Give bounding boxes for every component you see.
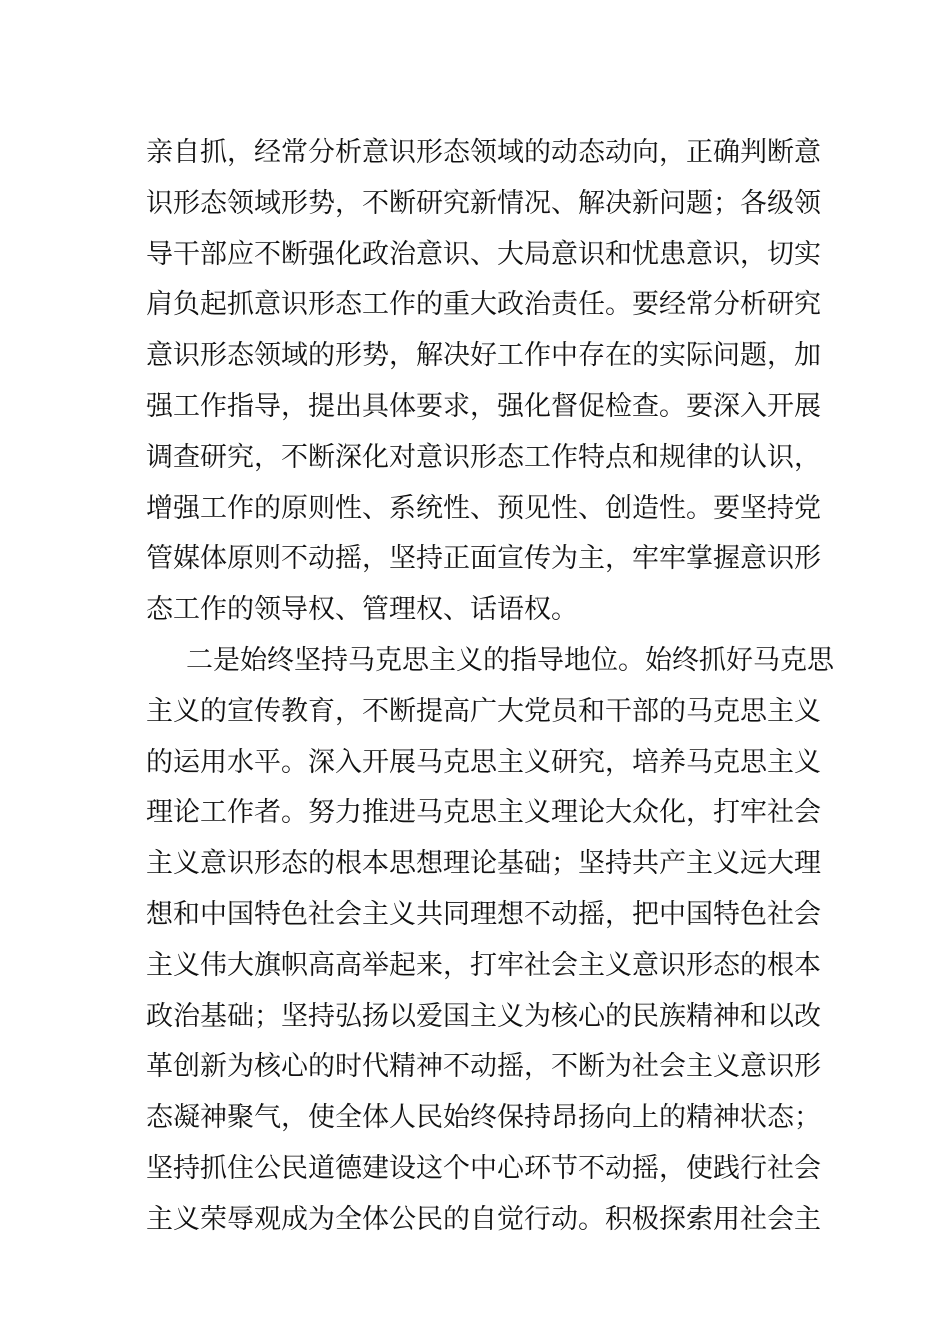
text-line: 主义的宣传教育，不断提高广大党员和干部的马克思主义 (146, 695, 821, 727)
text-line: 强工作指导，提出具体要求，强化督促检查。要深入开展 (146, 390, 821, 422)
text-line: 坚持抓住公民道德建设这个中心环节不动摇，使践行社会 (146, 1152, 821, 1184)
text-line: 主义意识形态的根本思想理论基础；坚持共产主义远大理 (146, 848, 821, 880)
text-line: 导干部应不断强化政治意识、大局意识和忧患意识，切实 (146, 238, 821, 270)
text-line: 意识形态领域的形势，解决好工作中存在的实际问题，加 (146, 340, 821, 372)
text-line: 的运用水平。深入开展马克思主义研究，培养马克思主义 (146, 746, 821, 778)
text-line: 态工作的领导权、管理权、话语权。 (146, 594, 578, 626)
text-line: 亲自抓，经常分析意识形态领域的动态动向，正确判断意 (146, 137, 821, 168)
document-body (146, 128, 834, 1246)
text-line: 增强工作的原则性、系统性、预见性、创造性。要坚持党 (146, 492, 821, 524)
text-line: 识形态领域形势，不断研究新情况、解决新问题；各级领 (146, 187, 821, 219)
text-line: 态凝神聚气，使全体人民始终保持昂扬向上的精神状态； (146, 1102, 821, 1134)
text-line: 革创新为核心的时代精神不动摇，不断为社会主义意识形 (146, 1051, 821, 1083)
paragraph-start-line: 二是始终坚持马克思主义的指导地位。始终抓好马克思 (186, 644, 834, 676)
text-line: 主义荣辱观成为全体公民的自觉行动。积极探索用社会主 (146, 1203, 821, 1235)
text-line: 主义伟大旗帜高高举起来，打牢社会主义意识形态的根本 (146, 949, 821, 981)
text-line: 理论工作者。努力推进马克思主义理论大众化，打牢社会 (146, 797, 821, 829)
text-line: 肩负起抓意识形态工作的重大政治责任。要经常分析研究 (146, 289, 821, 321)
text-line: 管媒体原则不动摇，坚持正面宣传为主，牢牢掌握意识形 (146, 543, 821, 575)
text-line: 政治基础；坚持弘扬以爱国主义为核心的民族精神和以改 (146, 1000, 821, 1032)
text-line: 想和中国特色社会主义共同理想不动摇，把中国特色社会 (146, 898, 821, 930)
text-line: 调查研究，不断深化对意识形态工作特点和规律的认识， (146, 441, 821, 473)
